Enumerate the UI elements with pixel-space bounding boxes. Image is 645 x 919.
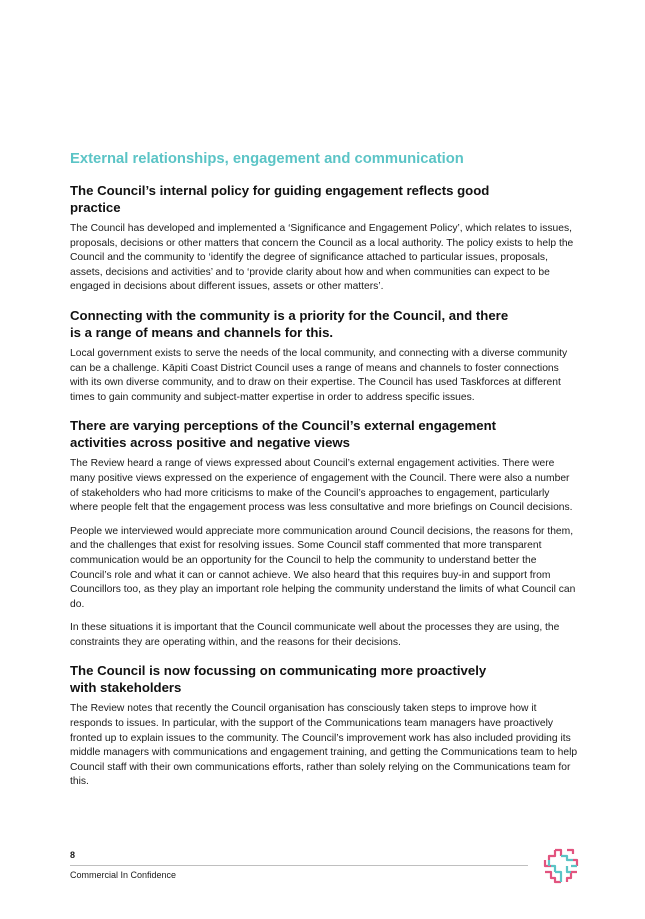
paragraph: Local government exists to serve the needs of the local community, and connecting with a diverse community can be a challenge. Kāpiti Coast District Council uses a range of means and channels to foster connections with its own diverse community, and to draw on their expertise. The Council has used Taskforces at different times to gain community and subject-matter expertise in order to address specific issues. — [70, 347, 568, 403]
section-community — [70, 307, 580, 405]
section-heading: The Council’s internal policy for guiding engagement reflects good practice — [70, 183, 490, 215]
paragraph: The Council has developed and implemented a ‘Significance and Engagement Policy’, which relates to issues, proposals, decisions or other matters that concern the Council as a local authority. The policy exists to help the Council and the community to ‘identify the degree of significance attached to particular issues, proposals, assets, decisions and activities’ and to ‘provide clarity about how and when communities can expect to be engaged in decisions about different issues, assets or other matters’. — [70, 223, 574, 293]
section-perceptions — [70, 417, 580, 650]
paragraph: People we interviewed would appreciate more communication around Council decisions, the reasons for them, and the challenges that exist for resolving issues. Some Council staff commented that more transparent communication would be an opportunity for the Council to help the community to understand better the Council’s role and what it can or cannot achieve. We also heard that this requires buy-in and support from Councillors too, as they play an important role helping the community understand the limits of what Council can do. — [70, 525, 576, 610]
paragraph: The Review notes that recently the Council organisation has consciously taken steps to improve how it responds to issues. In particular, with the support of the Communications team managers have proactively fronted up to explain issues to the community. The Council’s improvement work has also included providing its middle managers with communications and engagement training, and getting the Communications team to help Council staff with their own communications efforts, rather than solely relying on the Communications team for this. — [70, 703, 578, 788]
section-heading: Connecting with the community is a priority for the Council, and there is a range of means and channels for this. — [70, 307, 509, 340]
page-number: 8 — [70, 850, 76, 860]
section-policy — [70, 182, 580, 295]
confidentiality-label: Commercial In Confidence — [70, 870, 177, 880]
paragraph: The Review heard a range of views expressed about Council’s external engagement activities. There were many positive views expressed on the experience of engagement with the Council. There were also a number of stakeholders who had more criticisms to make of the Council’s approaches to engagement, particularly where people felt that the engagement process was less consultative and more briefings on Council decisions. — [70, 458, 573, 514]
section-heading: The Council is now focussing on communicating more proactively with stakeholders — [70, 663, 487, 696]
section-title: External relationships, engagement and communication — [70, 151, 464, 167]
paragraph: In these situations it is important that the Council communicate well about the processes they are using, the constraints they are operating within, and the reasons for their decisions. — [70, 622, 560, 648]
footer-divider — [70, 865, 528, 866]
section-heading: There are varying perceptions of the Council’s external engagement activities across positive and negative views — [70, 418, 497, 451]
document-body — [70, 150, 580, 802]
section-proactive — [70, 662, 580, 790]
cross-logo-icon — [543, 848, 579, 884]
